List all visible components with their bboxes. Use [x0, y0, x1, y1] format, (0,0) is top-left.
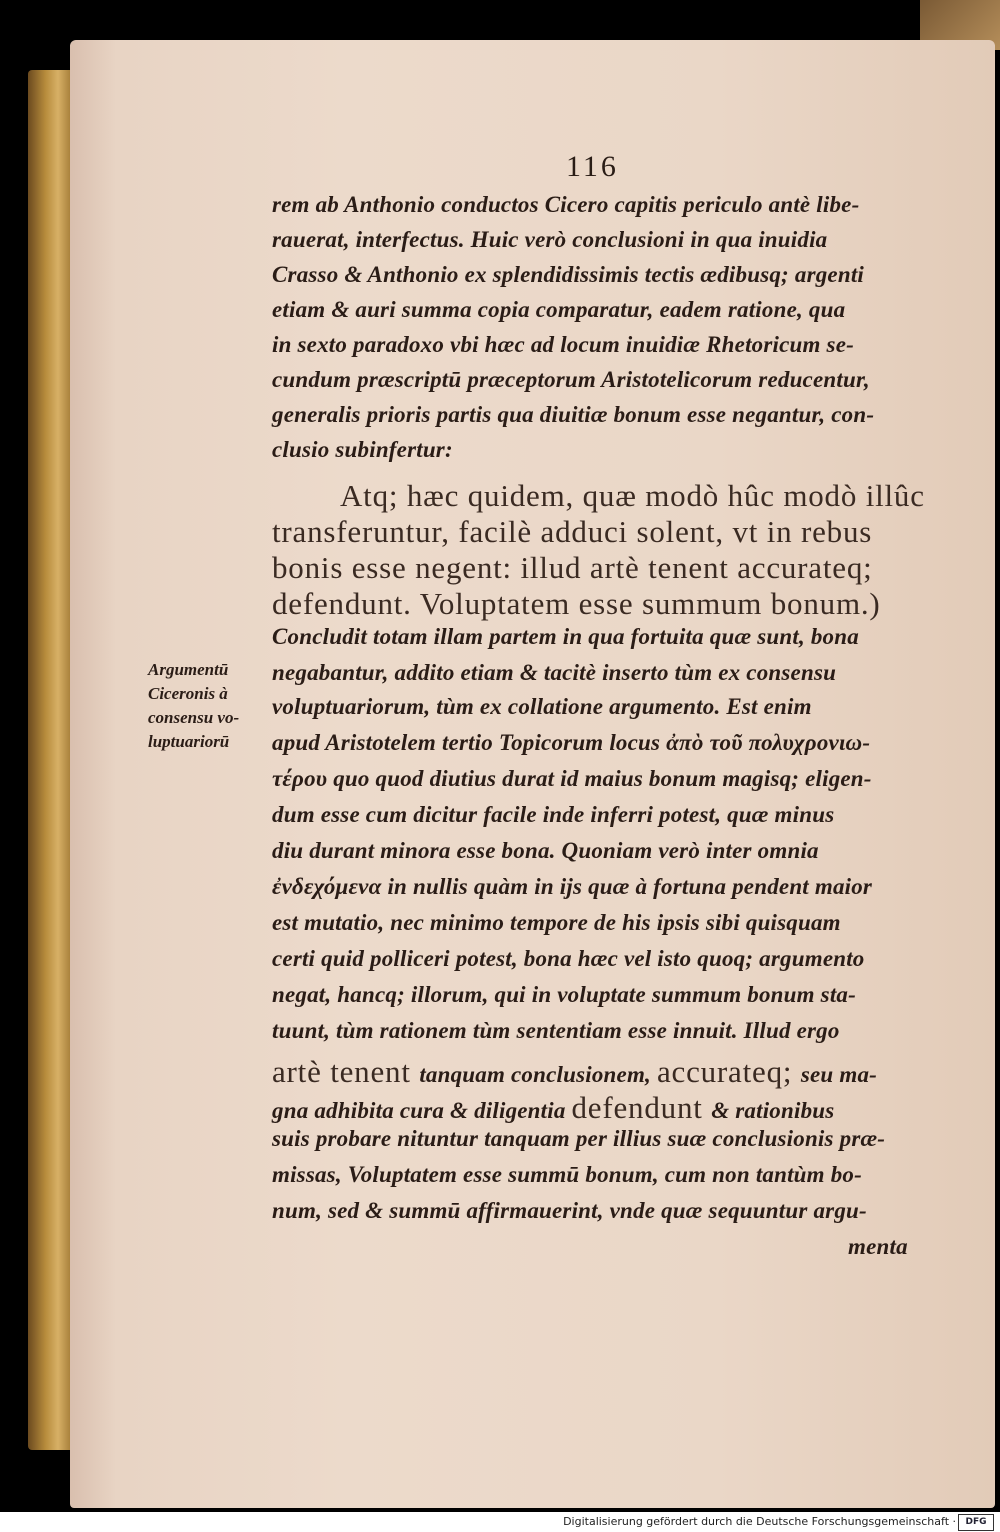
text-line: defendunt. Voluptatem esse summum bonum.) [272, 586, 881, 621]
text-line [272, 1054, 877, 1090]
text-line: negat, hancq; illorum, qui in voluptate summum bonum sta- [272, 982, 856, 1007]
text-span: seu ma- [800, 1062, 878, 1087]
text-line: etiam & auri summa copia comparatur, eadem ratione, qua [272, 297, 846, 322]
text-line: Concludit totam illam partem in qua fortuita quæ sunt, bona [272, 624, 859, 649]
text-span: gna adhibita cura & diligentia [272, 1098, 572, 1123]
text-line: menta [848, 1234, 908, 1259]
marginal-note-line: Argumentū [148, 660, 229, 679]
text-line: cundum præscriptū præceptorum Aristotelicorum reducentur, [272, 367, 870, 392]
text-line: apud Aristotelem tertio Topicorum locus ἀπὸ τοῦ πολυχρονιω- [272, 730, 871, 755]
text-span: & rationibus [711, 1098, 835, 1123]
text-line: in sexto paradoxo vbi hæc ad locum inuidiæ Rhetoricum se- [272, 332, 854, 357]
text-line: clusio subinfertur: [272, 437, 453, 462]
text-line: τέρου quo quod diutius durat id maius bonum magisq; eligen- [272, 766, 872, 791]
text-line [272, 1090, 834, 1126]
page-number: 116 [566, 150, 619, 183]
text-line: certi quid polliceri potest, bona hæc vel isto quoq; argumento [272, 946, 865, 971]
text-line: rem ab Anthonio conductos Cicero capitis periculo antè libe- [272, 192, 860, 217]
text-line: Crasso & Anthonio ex splendidissimis tectis ædibusq; argenti [272, 262, 864, 287]
text-line: Atq; hæc quidem, quæ modò hûc modò illûc [340, 478, 925, 513]
text-line: voluptuariorum, tùm ex collatione argumento. Est enim [272, 694, 812, 719]
text-line: tuunt, tùm rationem tùm sententiam esse innuit. Illud ergo [272, 1018, 840, 1043]
footer-bar [0, 1512, 1000, 1532]
marginal-note-line: Ciceronis à [148, 684, 228, 703]
text-line: missas, Voluptatem esse summū bonum, cum non tantùm bo- [272, 1162, 862, 1187]
text-line: suis probare nituntur tanquam per illius suæ conclusionis præ- [272, 1126, 886, 1151]
marginal-note-line: consensu vo- [148, 708, 240, 727]
text-line: rauerat, interfectus. Huic verò conclusioni in qua inuidia [272, 227, 828, 252]
text-line: generalis prioris partis qua diuitiæ bonum esse negantur, con- [272, 402, 875, 427]
text-line: ἐνδεχόμενα in nullis quàm in ijs quæ à fortuna pendent maior [272, 874, 873, 899]
text-line: num, sed & summū affirmauerint, vnde quæ sequuntur argu- [272, 1198, 867, 1223]
text-line: bonis esse negent: illud artè tenent accurateq; [272, 550, 873, 585]
text-span: tanquam conclusionem, [419, 1062, 657, 1087]
text-line: diu durant minora esse bona. Quoniam verò inter omnia [272, 838, 819, 863]
text-span: accurateq; [656, 1054, 801, 1089]
footer-credit: Digitalisierung gefördert durch die Deutsche Forschungsgemeinschaft · [563, 1515, 956, 1528]
text-span: artè tenent [272, 1054, 420, 1089]
text-line: est mutatio, nec minimo tempore de his ipsis sibi quisquam [272, 910, 841, 935]
text-span: defendunt [571, 1090, 712, 1125]
text-line: transferuntur, facilè adduci solent, vt in rebus [272, 514, 873, 549]
text-line: negabantur, addito etiam & tacitè inserto tùm ex consensu [272, 660, 837, 685]
marginal-note-line: luptuariorū [148, 732, 230, 751]
dfg-logo: DFG [958, 1514, 994, 1531]
text-line: dum esse cum dicitur facile inde inferri potest, quæ minus [272, 802, 835, 827]
